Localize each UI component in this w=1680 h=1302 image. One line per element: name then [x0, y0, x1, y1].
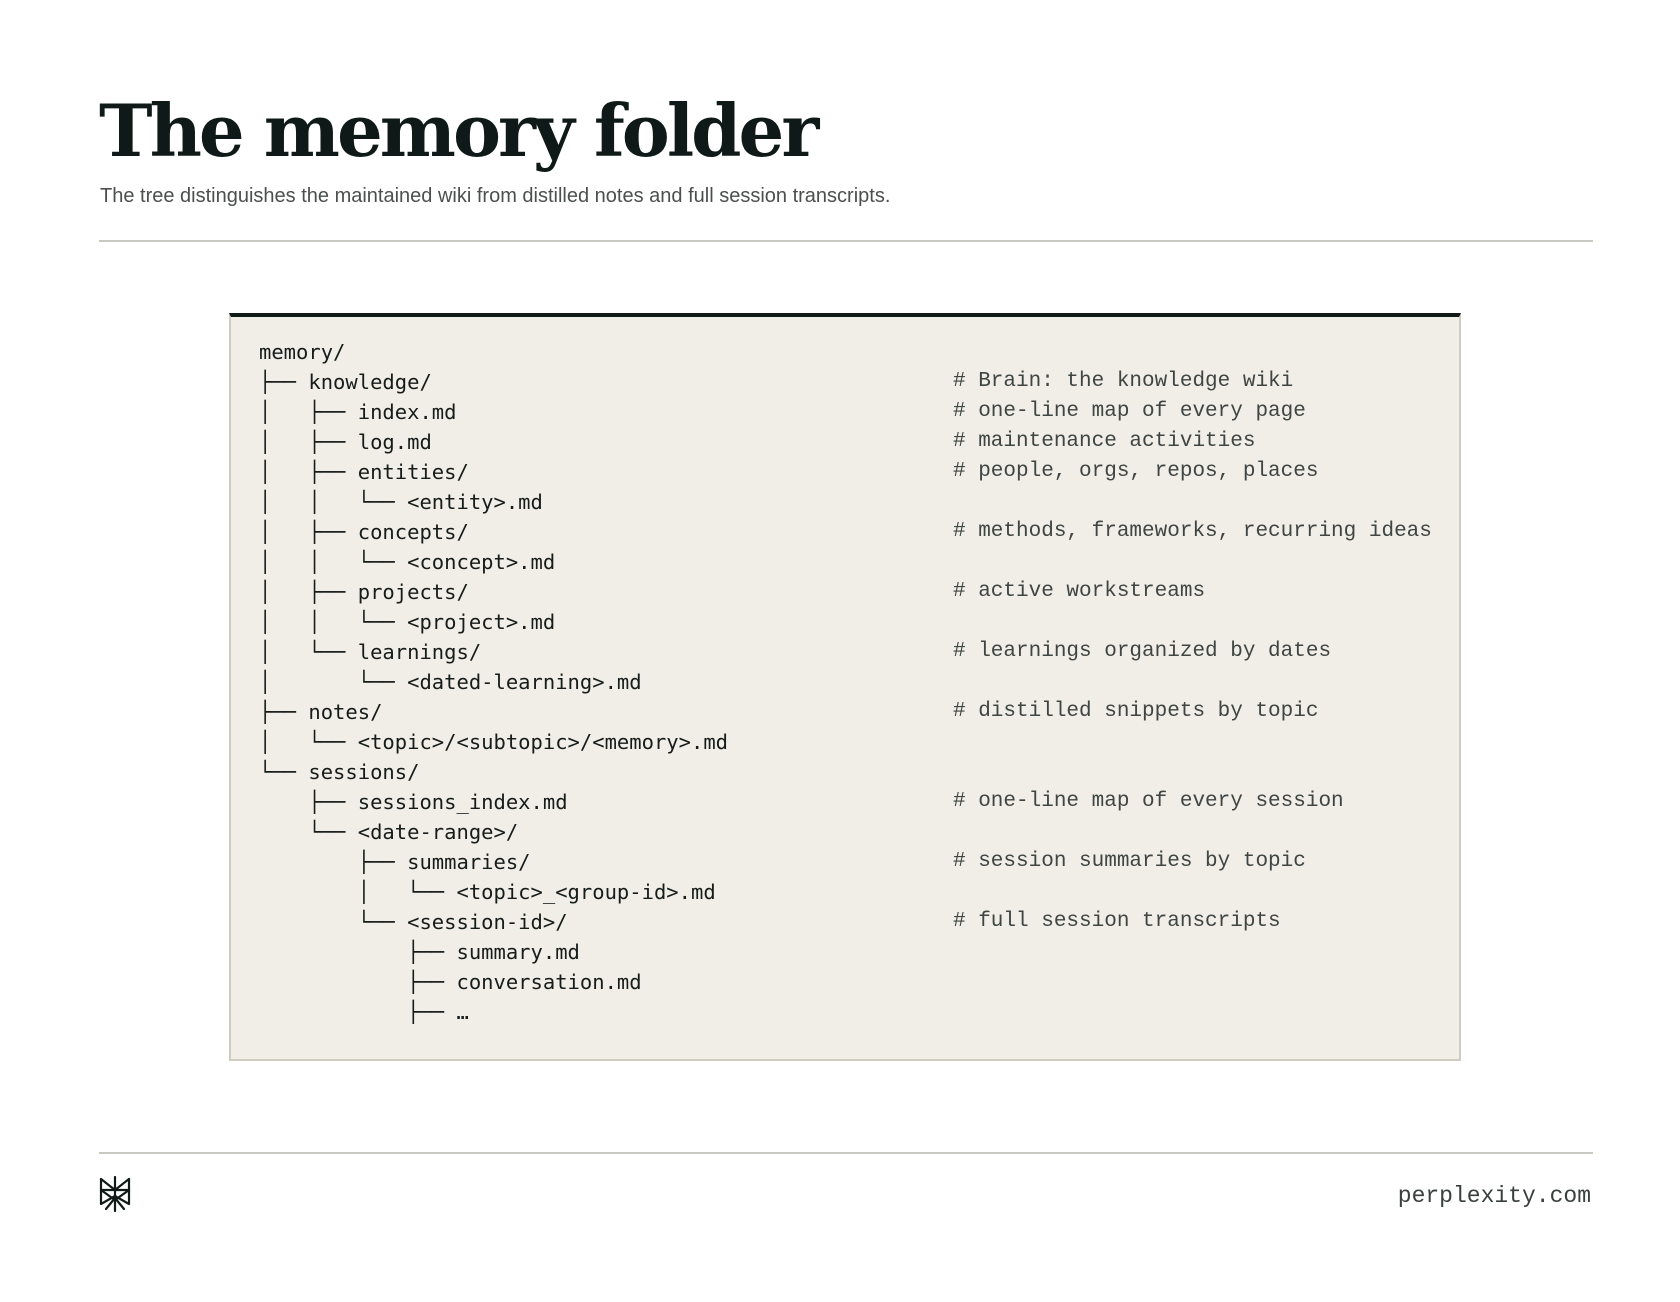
tree-path: │ ├── entities/	[259, 460, 469, 484]
tree-path: │ │ └── <project>.md	[259, 610, 556, 634]
tree-path: ├── …	[259, 1000, 469, 1024]
tree-path: │ └── <topic>/<subtopic>/<memory>.md	[259, 730, 728, 754]
tree-path: │ ├── index.md	[259, 400, 457, 424]
tree-comment: # people, orgs, repos, places	[953, 460, 1319, 483]
tree-path: └── <date-range>/	[259, 820, 519, 844]
tree-path: ├── notes/	[259, 700, 383, 724]
tree-path: ├── conversation.md	[259, 970, 642, 994]
tree-comment: # one-line map of every session	[953, 790, 1344, 813]
tree-comment: # Brain: the knowledge wiki	[953, 370, 1294, 393]
footer-url: perplexity.com	[1397, 1183, 1591, 1209]
tree-comment: # one-line map of every page	[953, 400, 1306, 423]
tree-path: │ ├── projects/	[259, 580, 469, 604]
tree-comment: # maintenance activities	[953, 430, 1256, 453]
tree-path: │ └── <topic>_<group-id>.md	[259, 880, 716, 904]
tree-path: ├── summary.md	[259, 940, 580, 964]
page-title: The memory folder	[99, 88, 817, 173]
code-panel	[229, 313, 1461, 1061]
perplexity-logo-icon	[98, 1176, 132, 1212]
header-divider	[99, 240, 1593, 242]
tree-path: │ └── learnings/	[259, 640, 482, 664]
tree-path: memory/	[259, 340, 346, 364]
tree-comment: # methods, frameworks, recurring ideas	[953, 520, 1432, 543]
tree-comment: # distilled snippets by topic	[953, 700, 1319, 723]
tree-path: │ │ └── <entity>.md	[259, 490, 543, 514]
tree-path: ├── summaries/	[259, 850, 531, 874]
footer-divider	[99, 1152, 1593, 1154]
tree-path: └── <session-id>/	[259, 910, 568, 934]
tree-comment: # full session transcripts	[953, 910, 1281, 933]
page-subtitle: The tree distinguishes the maintained wiki from distilled notes and full session transcripts.	[100, 185, 891, 207]
tree-path: │ └── <dated-learning>.md	[259, 670, 642, 694]
tree-path: ├── sessions_index.md	[259, 790, 568, 814]
tree-comment: # active workstreams	[953, 580, 1206, 603]
tree-path: │ ├── log.md	[259, 430, 432, 454]
tree-path: │ ├── concepts/	[259, 520, 469, 544]
tree-comment: # learnings organized by dates	[953, 640, 1332, 663]
tree-path: ├── knowledge/	[259, 370, 432, 394]
tree-comment: # session summaries by topic	[953, 850, 1306, 873]
tree-path: │ │ └── <concept>.md	[259, 550, 556, 574]
tree-path: └── sessions/	[259, 760, 420, 784]
